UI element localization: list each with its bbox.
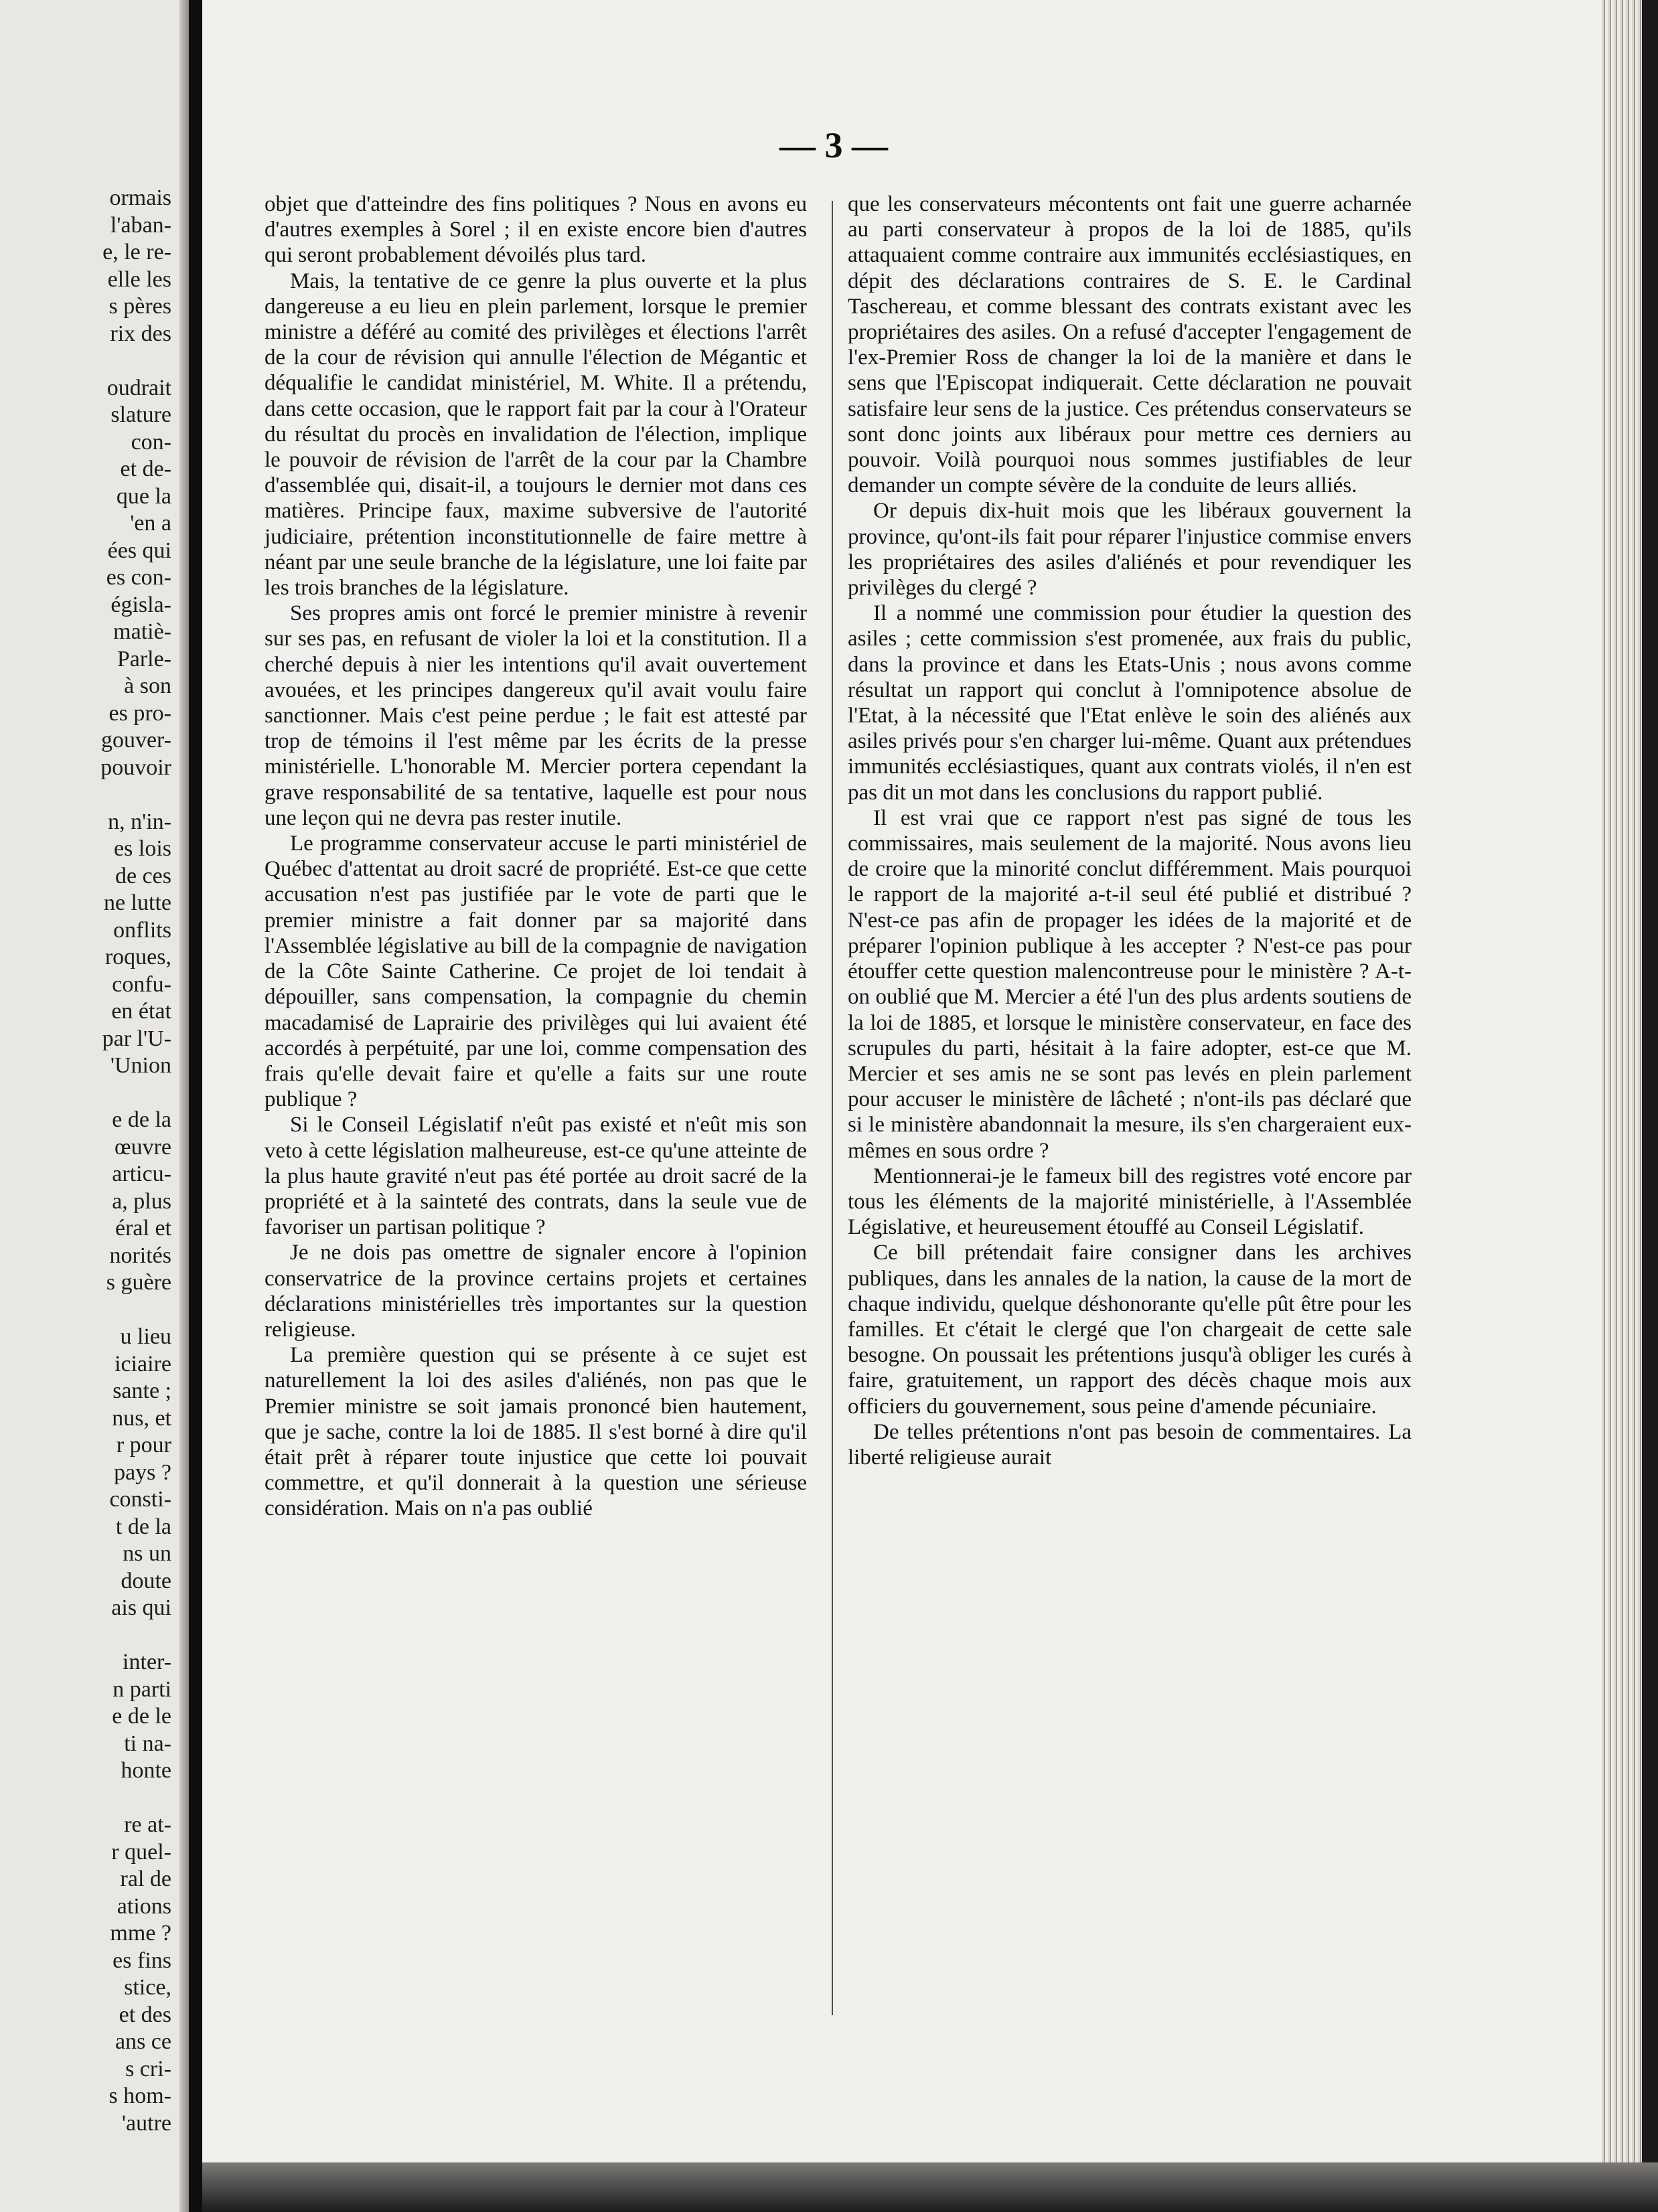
fragment-line: con- <box>131 429 171 455</box>
fragment-line: mme ? <box>110 1921 171 1946</box>
paragraph: Le programme conservateur accuse le parti ministériel de Québec d'attentat au droit sacré de propriété. Est-ce que cette accusation n'est pas justifiée par le vote de parti que le premier ministre a fait donner par sa majorité dans l'Assemblée législative au bill de la compagnie de navigation de la Côte Sainte Catherine. Ce projet de loi tendait à dépouiller, sans compensation, la compagnie du chemin macadamisé de Laprairie des privilèges qui lui avaient été accordés à perpétuité, par une loi, comme compensation des frais qu'elle devait faire et qu'elle a faits sur une route publique ? <box>265 832 807 1112</box>
fragment-line: e de la <box>112 1107 171 1132</box>
fragment-line: que la <box>116 483 171 509</box>
paragraph: Mais, la tentative de ce genre la plus ouverte et la plus dangereuse a eu lieu en plein parlement, lorsque le premier ministre a déféré au comité des privilèges et élections l'arrêt de la cour de révision qui annulle l'élection de Mégantic et déqualifie le candidat ministériel, M. White. Il a prétendu, dans cette occasion, que le rapport fait par la cour à l'Orateur du résultat du procès en invalidation de l'élection, implique le pouvoir de révision de l'arrêt de la cour par la Chambre d'assemblée qui, disait-il, a toujours le dernier mot dans ces matières. Principe faux, maxime subversive de l'autorité judiciaire, prétention inconstitutionnelle de faire mettre à néant par une seule branche de la législature, une loi faite par les trois branches de la législature. <box>265 268 807 601</box>
fragment-line: a, plus <box>112 1188 171 1214</box>
fragment-line: nus, et <box>112 1405 171 1431</box>
fragment-line: roques, <box>104 945 171 969</box>
fragment-line <box>11 1080 171 1107</box>
fragment-line: à son <box>124 674 171 698</box>
fragment-line: gouver- <box>100 728 171 753</box>
fragment-line: ns un <box>123 1541 171 1566</box>
column-rule <box>832 201 833 2015</box>
fragment-line: es fins <box>112 1948 171 1973</box>
fragment-line: n parti <box>112 1676 171 1702</box>
fragment-line: rix des <box>110 321 171 346</box>
fragment-line: es lois <box>114 836 171 861</box>
fragment-line: ne lutte <box>103 890 171 915</box>
fragment-line: inter- <box>123 1650 171 1674</box>
page-stack-edge <box>1602 0 1642 2162</box>
fragment-line: œuvre <box>115 1134 171 1160</box>
fragment-line: ti na- <box>124 1731 171 1756</box>
fragment-line: Parle- <box>117 646 171 672</box>
fragment-line: u lieu <box>120 1324 171 1349</box>
paragraph: Si le Conseil Législatif n'eût pas existé et n'eût mis son veto à cette législation malheureuse, est-ce qu'une atteinte de la plus haute gravité n'eut pas été portée au droit sacré de la propriété et à la sainteté des contrats, dans la seule vue de favoriser un partisan politique ? <box>265 1113 807 1240</box>
fragment-line: 'autre <box>121 2110 171 2136</box>
fragment-line: pouvoir <box>100 755 171 780</box>
fragment-line: t de la <box>115 1514 171 1539</box>
fragment-line <box>11 1622 171 1650</box>
fragment-line: articu- <box>112 1162 171 1186</box>
paragraph: Ses propres amis ont forcé le premier ministre à revenir sur ses pas, en refusant de violer la loi et la constitution. Il a cherché depuis à nier les intentions qu'il avait ouvertement avouées, et les principes dangereux qu'il avait voulu faire sanctionner. Mais c'est peine perdue ; le fait est attesté par trop de témoins il l'est même par les écrits de la presse ministérielle. L'honorable M. Mercier portera cependant la grave responsabilité de sa tentative, laquelle est pour nous une leçon qui ne devra pas rester inutile. <box>265 601 807 830</box>
fragment-line: s hom- <box>108 2083 171 2108</box>
fragment-line: e de le <box>112 1704 171 1729</box>
paragraph: Mentionnerai-je le fameux bill des registres voté encore par tous les éléments de la majorité ministérielle, à l'Assemblée Législative, et heureusement étouffé au Conseil Législatif. <box>848 1164 1412 1240</box>
fragment-line: re at- <box>124 1812 171 1837</box>
fragment-line: confu- <box>112 971 171 997</box>
fragment-line: pays ? <box>114 1459 171 1485</box>
fragment-line: par l'U- <box>102 1026 171 1051</box>
paragraph: Il a nommé une commission pour étudier la question des asiles ; cette commission s'est promenée, aux frais du public, dans la province et dans les Etats-Unis ; nous avons comme résultat un rapport qui conclut à l'omnipotence absolue de l'Etat, à la nécessité que l'Etat enlève le soin des aliénés aux asiles privés pour s'en charger lui-même. Quant aux prétendues immunités ecclésiastiques, quant aux contrats violés, il n'en est pas dit un mot dans les conclusions du rapport publié. <box>848 601 1412 805</box>
fragment-line: oudrait <box>106 375 171 400</box>
text-column-right <box>848 191 1412 1470</box>
paragraph: Ce bill prétendait faire consigner dans les archives publiques, dans les annales de la nation, la cause de la mort de chaque individu, quelque déshonorante qu'elle pût être pour les familles. Et c'était le clergé que l'on chargeait de cette sale besogne. On poussait les prétentions jusqu'à obliger les curés à faire, gratuitement, un rapport des décès chaque mois aux officiers du gouvernement, sous peine d'amende pécuniaire. <box>848 1241 1412 1419</box>
fragment-line: s guère <box>106 1270 171 1295</box>
facing-page-text <box>11 185 171 2137</box>
fragment-line: es pro- <box>108 700 171 726</box>
fragment-line <box>11 347 171 375</box>
page-number: — 3 — <box>779 125 888 165</box>
fragment-line: ations <box>117 1893 171 1919</box>
fragment-line <box>11 781 171 809</box>
fragment-line: doute <box>121 1568 171 1593</box>
fragment-line: r quel- <box>111 1839 171 1865</box>
paragraph: Il est vrai que ce rapport n'est pas signé de tous les commissaires, mais seulement de la majorité. Nous avons lieu de croire que la minorité conclut différemment. Mais pourquoi le rapport de la majorité a-t-il seul été publié et distribué ? N'est-ce pas afin de propager les idées de la majorité et de préparer l'opinion publique à les accepter ? N'est-ce pas pour étouffer cette question malencontreuse pour le ministère ? A-t-on oublié que M. Mercier a été l'un des plus ardents soutiens de la loi de 1885, et lorsque le ministère conservateur, en face des scrupules du parti, hésitait à la faire adopter, est-ce que M. Mercier et ses amis ne se sont pas levés en plein parlement pour accuser le ministère de lâcheté ; n'ont-ils pas déclaré que si le ministère abandonnait la mesure, ils s'en chargeraient eux-mêmes en sous ordre ? <box>848 805 1412 1163</box>
fragment-line: éral et <box>115 1216 171 1241</box>
fragment-line: ormais <box>109 185 171 210</box>
paragraph: Je ne dois pas omettre de signaler encore à l'opinion conservatrice de la province certains projets et certaines déclarations ministérielles très importantes sur la question religieuse. <box>265 1241 807 1342</box>
fragment-line: honte <box>121 1758 171 1783</box>
fragment-line: de ces <box>115 863 171 888</box>
fragment-line: ans ce <box>115 2029 171 2054</box>
fragment-line: n, n'in- <box>108 809 171 834</box>
facing-page-fragment <box>0 0 189 2212</box>
fragment-line: iciaire <box>115 1351 171 1376</box>
fragment-line: ées qui <box>107 538 171 563</box>
fragment-line: stice, <box>124 1975 171 2000</box>
fragment-line: sante ; <box>112 1378 171 1403</box>
paragraph: La première question qui se présente à ce sujet est naturellement la loi des asiles d'aliénés, non pas que le Premier ministre se soit jamais prononcé bien hautement, que je sache, contre la loi de 1885. Il s'est borné à dire qu'il était prêt à réparer toute injustice que cette loi pouvait commettre, et qu'il donnerait à la question une sérieuse considération. Mais on n'a pas oublié <box>265 1343 807 1521</box>
page-edge <box>179 0 189 2212</box>
fragment-line <box>11 1785 171 1812</box>
fragment-line: r pour <box>116 1433 171 1457</box>
fragment-line: ais qui <box>111 1595 171 1620</box>
fragment-line: 'Union <box>110 1053 171 1078</box>
fragment-line: e, le re- <box>102 240 171 264</box>
fragment-line: et de- <box>120 457 171 481</box>
paragraph: que les conservateurs mécontents ont fait une guerre acharnée au parti conservateur à propos de la loi de 1885, qu'ils attaquaient comme contraire aux immunités ecclésiastiques, en dépit des déclarations contraires de S. E. le Cardinal Taschereau, et comme blessant des contrats existant avec les propriétaires des asiles. On a refusé d'accepter l'engagement de l'ex-Premier Ross de changer la loi de la manière et dans le sens que l'Episcopat indiquerait. Cette déclaration ne pouvait satisfaire leur sens de la justice. Ces prétendus conservateurs se sont donc joints aux libéraux pour mettre ces derniers au pouvoir. Voilà pourquoi nous sommes justifiables de leur demander un compte sévère de la conduite de leurs alliés. <box>848 192 1412 498</box>
fragment-line: et des <box>119 2002 171 2027</box>
fragment-line: s cri- <box>125 2056 171 2081</box>
paragraph: objet que d'atteindre des fins politiques ? Nous en avons eu d'autres exemples à Sorel ; il en existe encore bien d'autres qui seront probablement dévoilés plus tard. <box>265 192 807 268</box>
fragment-line: es con- <box>106 565 171 590</box>
fragment-line: en état <box>111 999 171 1024</box>
text-column-left <box>265 191 807 1522</box>
paragraph: Or depuis dix-huit mois que les libéraux gouvernent la province, qu'ont-ils fait pour réparer l'injustice commise envers les propriétaires des asiles d'aliénés et pour revendiquer les privilèges du clergé ? <box>848 499 1412 601</box>
fragment-line: matiè- <box>113 619 171 644</box>
fragment-line: elle les <box>107 266 171 292</box>
fragment-line: onflits <box>113 917 171 943</box>
binding-gutter <box>189 0 202 2212</box>
fragment-line: s pères <box>108 294 171 319</box>
fragment-line: l'aban- <box>110 212 171 238</box>
fragment-line: 'en a <box>130 511 171 536</box>
fragment-line <box>11 1297 171 1324</box>
fragment-line: égisla- <box>110 592 171 617</box>
fragment-line: slature <box>110 402 171 427</box>
fragment-line: ral de <box>120 1867 171 1891</box>
fragment-line: norités <box>109 1243 171 1268</box>
page-bottom-edge <box>202 2162 1658 2212</box>
fragment-line: consti- <box>109 1487 171 1512</box>
paragraph: De telles prétentions n'ont pas besoin de commentaires. La liberté religieuse aurait <box>848 1419 1412 1470</box>
